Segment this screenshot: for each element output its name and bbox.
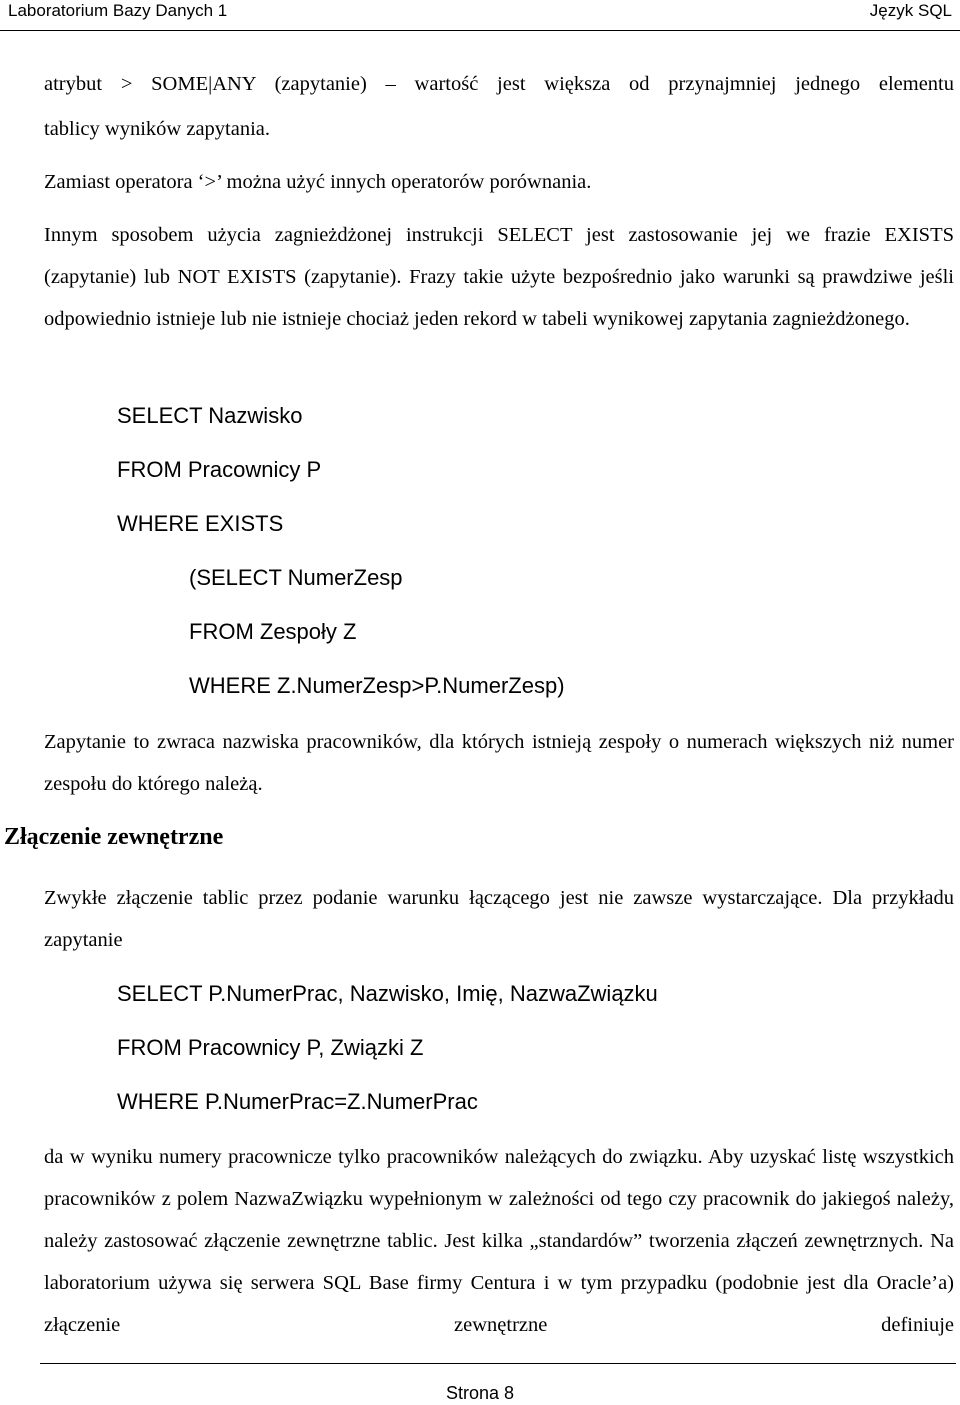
header-title: Laboratorium Bazy Danych 1 <box>8 1 228 20</box>
code-line: FROM Pracownicy P, Związki Z <box>117 1035 424 1060</box>
code-line: SELECT Nazwisko <box>117 403 303 428</box>
code-line: WHERE Z.NumerZesp>P.NumerZesp) <box>189 673 565 698</box>
code-line: WHERE P.NumerPrac=Z.NumerPrac <box>117 1089 478 1114</box>
code-line: (SELECT NumerZesp <box>189 565 403 590</box>
code-line: FROM Pracownicy P <box>117 457 322 482</box>
section-heading: Złączenie zewnętrzne <box>4 824 224 850</box>
code-line: WHERE EXISTS <box>117 511 284 536</box>
code-line: FROM Zespoły Z <box>189 619 357 644</box>
page-number: Strona 8 <box>445 1383 515 1403</box>
some-any-line-1: atrybut > SOME|ANY (zapytanie) – wartość jest większa od przynajmniej jednego elementu <box>44 73 954 95</box>
header-topic: Język SQL <box>869 1 952 20</box>
footer-rule <box>40 1363 956 1364</box>
operator-note: Zamiast operatora ‘>’ można użyć innych operatorów porównania. <box>44 171 592 193</box>
exists-paragraph: Innym sposobem użycia zagnieżdżonej instrukcji SELECT jest zastosowanie jej we frazie EXISTS (zapytanie) lub NOT EXISTS (zapytanie). Frazy takie użyte bezpośrednio jako warunki są prawdziwe jeśli odpowiednio istnieje lub nie istnieje chociaż jeden rekord w tabeli wynikowej zapytania zagnieżdżonego. <box>44 224 954 330</box>
outer-join-paragraph: da w wyniku numery pracownicze tylko pracowników należących do związku. Aby uzyskać listę wszystkich pracowników z polem NazwaZwiązku wypełnionym w zależności od tego czy pracownik do jakiegoś należy, należy zastosować złączenie zewnętrzne tablic. Jest kilka „standardów” tworzenia złączeń zewnętrznych. Na laboratorium używa się serwera SQL Base firmy Centura i w tym przypadku (podobnie jest dla Oracle’a) złączenie zewnętrzne definiuje <box>44 1146 954 1336</box>
header-rule <box>0 30 960 31</box>
outer-join-intro: Zwykłe złączenie tablic przez podanie warunku łączącego jest nie zawsze wystarczające. Dla przykładu zapytanie <box>44 887 954 951</box>
code-line: SELECT P.NumerPrac, Nazwisko, Imię, NazwaZwiązku <box>117 981 658 1006</box>
page-header <box>0 0 960 30</box>
query-explanation: Zapytanie to zwraca nazwiska pracowników, dla których istnieją zespoły o numerach większych niż numer zespołu do którego należą. <box>44 731 954 795</box>
some-any-line-2: tablicy wyników zapytania. <box>44 118 271 140</box>
